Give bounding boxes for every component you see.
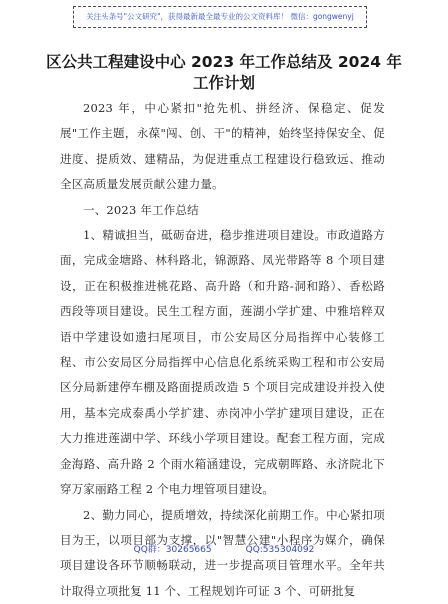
qq-text: QQ:535304092 — [246, 545, 315, 555]
document-title: 区公共工程建设中心 2023 年工作总结及 2024 年工作计划 — [40, 52, 408, 94]
promo-banner — [73, 6, 367, 28]
body-paragraph: 2、勤力同心，提质增效，持续深化前期工作。中心紧扣项目为王，以项目部为支撑，以"智慧公建"小程序为媒介，确保项目建设各环节顺畅联动，进一步提高项目管理水平。全年共计取得立项批复 11 个、工程规划许可证 3 个、可研批复 — [60, 503, 385, 604]
section-heading: 一、2023 年工作总结 — [60, 198, 385, 223]
body-paragraph: 1、精诚担当，砥砺奋进，稳步推进项目建设。市政道路方面，完成金塘路、林科路北，锦源路、凤光带路等 8 个项目建设，正在积极推进桃花路、高升路（和升路-洞和路）、香松路西段等项目建设。民生工程方面，莲湖小学扩建、中雅培粹双语中学建设如遗扫尾项目，市公安局区分局指挥中心装修工程、市公安局区分局指挥中心信息化系统采购工程和市公安局区分局新建停车棚及路面提质改造 5 个项目完成建设并投入使用，基本完成泰禹小学扩建、赤岗冲小学扩建项目建设，正在大力推进莲湖中学、环线小学项目建设。配套工程方面，完成金海路、高升路 2 个雨水箱涵建设，完成朝晖路、永济院北下穿万家丽路工程 2 个电力埋管项目建设。 — [60, 223, 385, 502]
promo-banner-text: 关注头条号"公文研究"，获得最新最全最专业的公文资料库！ 微信：gongwenyj — [86, 12, 354, 21]
intro-paragraph: 2023 年，中心紧扣"抢先机、拼经济、保稳定、促发展"工作主题，永葆"闯、创、干"的精神，始终坚持保安全、促进度、提质效、建精品，为促进重点工程建设行稳致远、推动全区高质量发展贡献公建力量。 — [60, 96, 385, 198]
document-body — [60, 96, 385, 604]
contact-footer — [0, 542, 448, 555]
qq-group-text: QQ群：30265665 — [134, 545, 212, 555]
